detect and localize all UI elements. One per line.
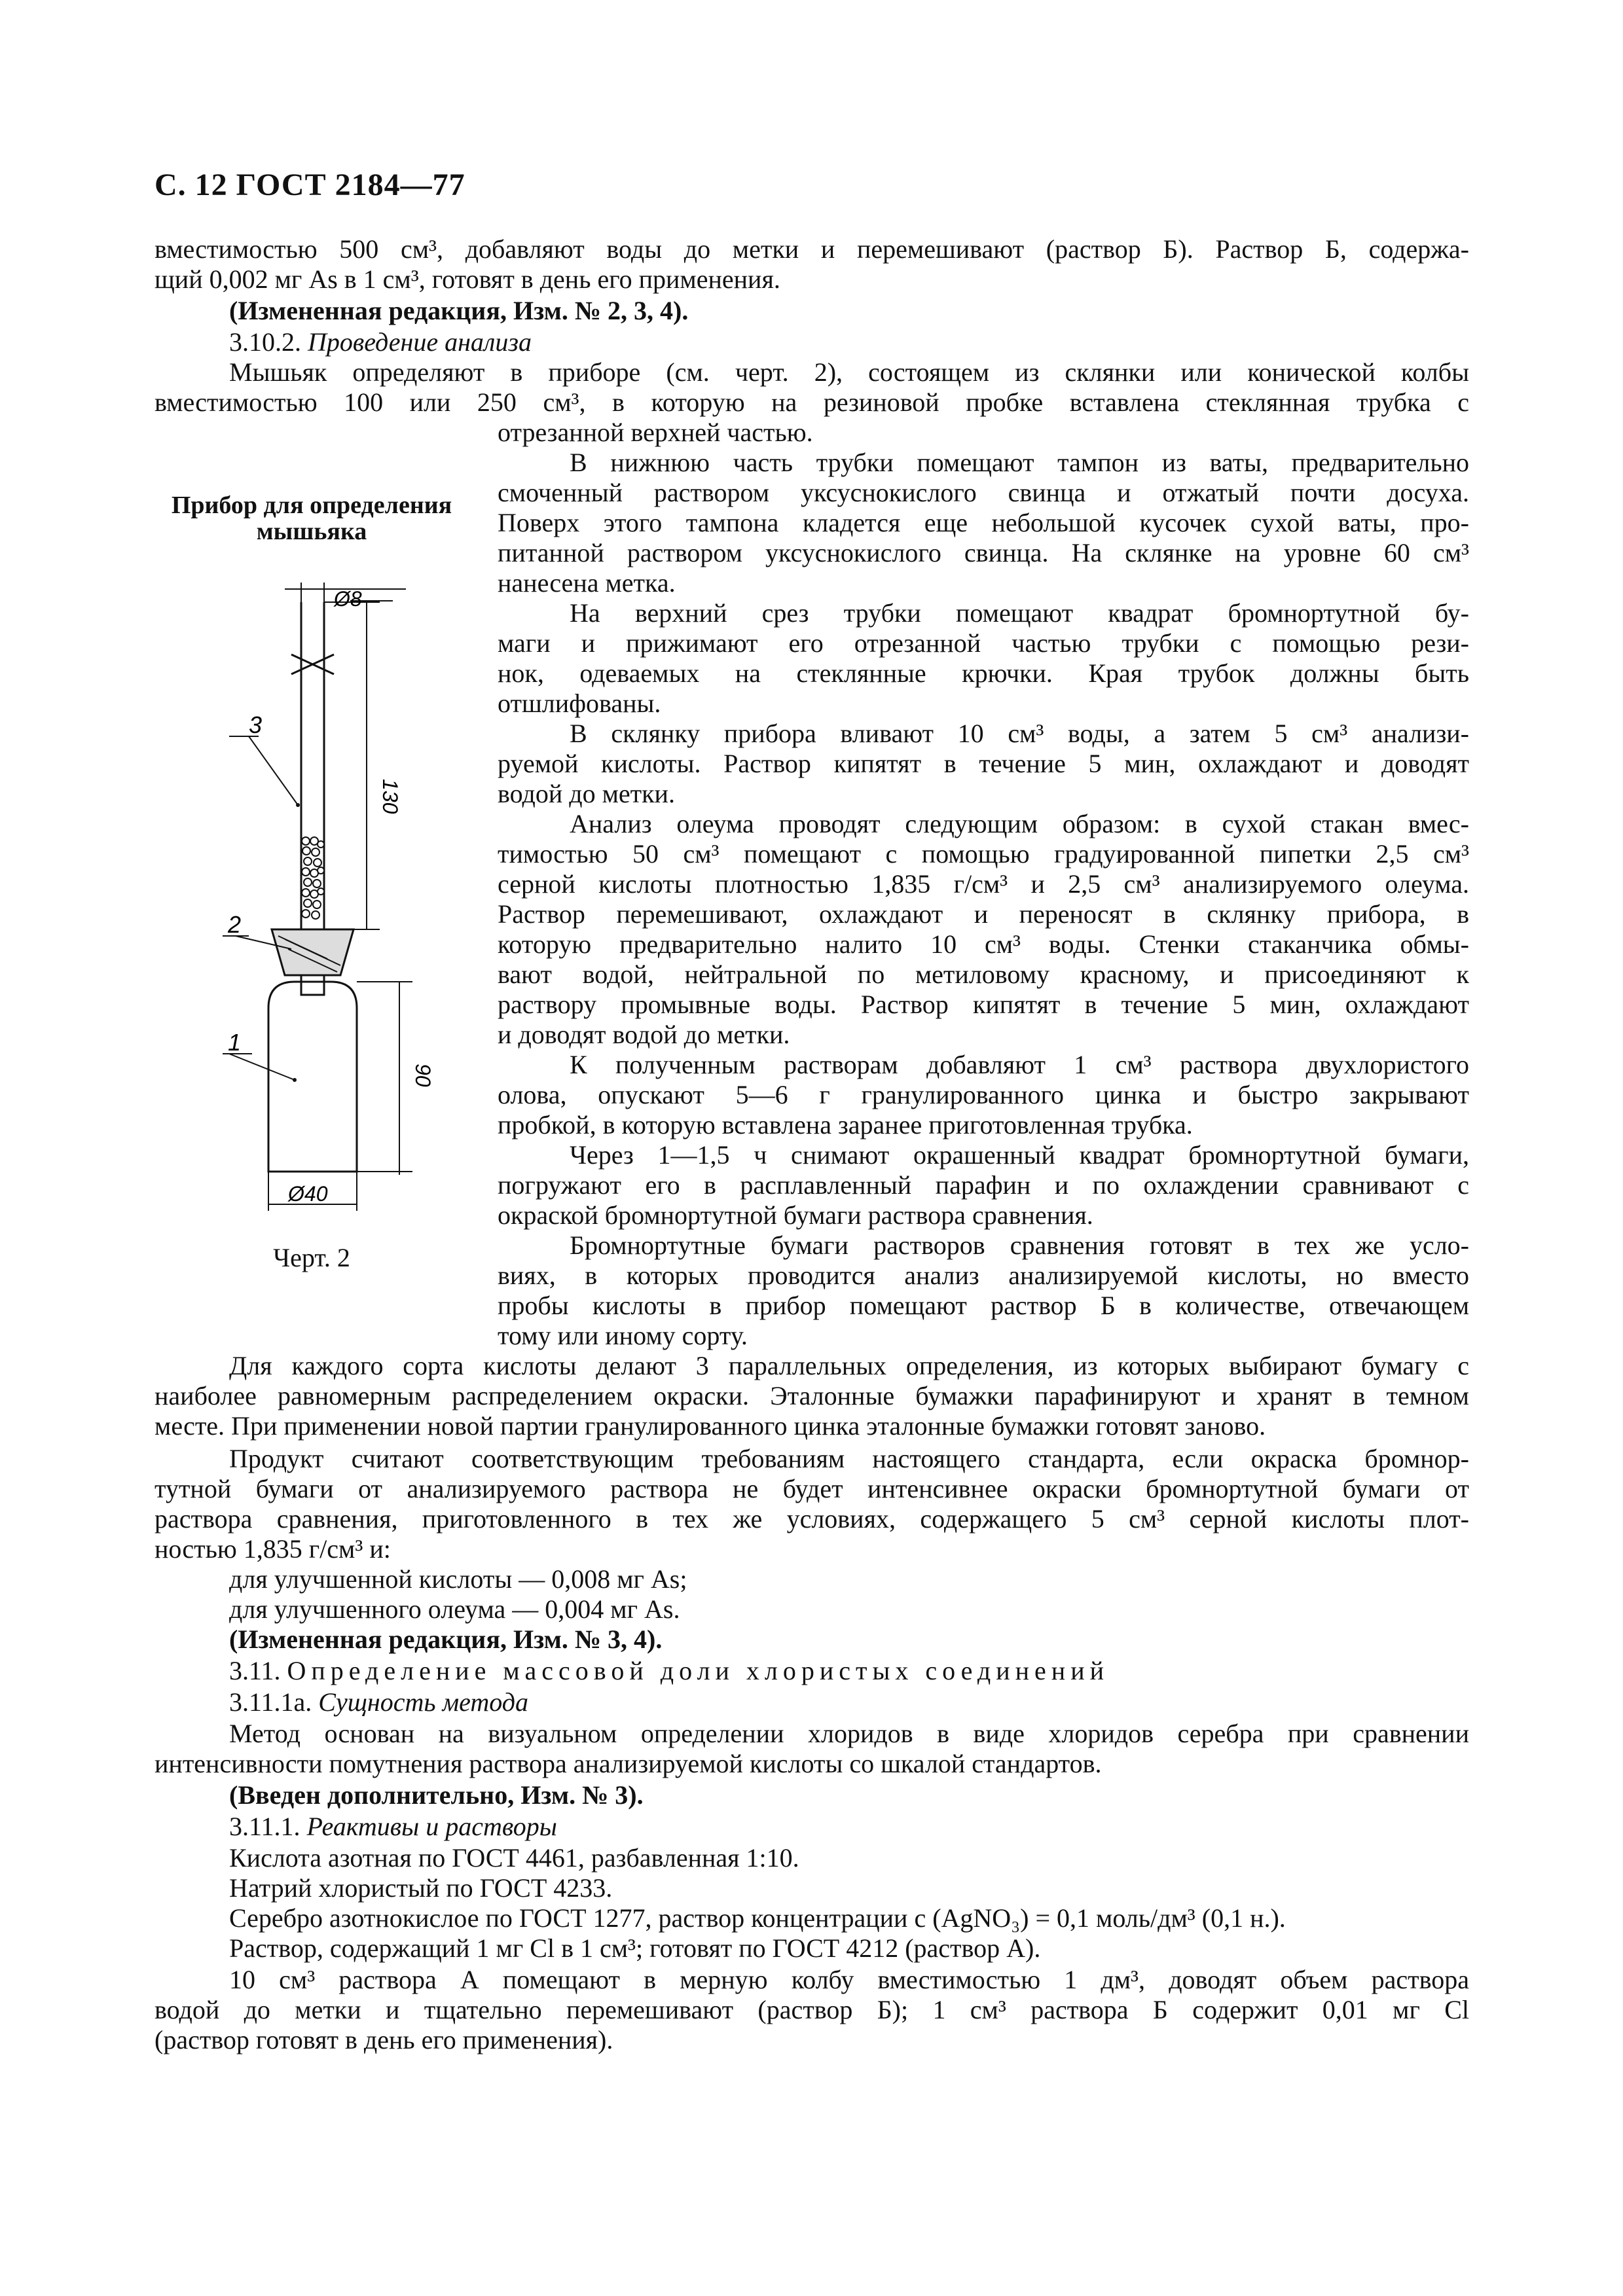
text-line: водой до метки. <box>498 779 675 808</box>
label-2: 2 <box>228 911 242 938</box>
text-line: раствора сравнения, приготовленного в тех же условиях, содержащего 5 см³ серной кислоты плот- <box>155 1504 1469 1534</box>
section-title: Проведение анализа <box>308 327 532 357</box>
text-line: тутной бумаги от анализируемого раствора не будет интенсивнее окраски бромнортутной бумаги от <box>155 1474 1469 1503</box>
text-line: которую предварительно налито 10 см³ воды. Стенки стаканчика обмы- <box>498 929 1469 959</box>
amendment-note: (Введен дополнительно, Изм. № 3). <box>229 1780 644 1810</box>
text-line: виях, в которых проводится анализ анализируемой кислоты, но вместо <box>498 1261 1469 1290</box>
text-line: К полученным растворам добавляют 1 см³ раствора двухлористого <box>570 1050 1469 1079</box>
text-line: Для каждого сорта кислоты делают 3 параллельных определения, из которых выбирают бумагу с <box>229 1351 1469 1380</box>
section-number: 3.11.1. <box>229 1812 301 1841</box>
figure-caption: Черт. 2 <box>273 1243 350 1272</box>
text-line: для улучшенной кислоты — 0,008 мг As; <box>229 1564 687 1594</box>
text-line: пробы кислоты в прибор помещают раствор Б в количестве, отвечающем <box>498 1291 1469 1320</box>
section-heading <box>229 327 1544 357</box>
figure-title: Прибор для определения мышьяка <box>171 492 452 545</box>
text-line: интенсивности помутнения раствора анализируемой кислоты со шкалой стандартов. <box>155 1749 1102 1778</box>
text-line: отрезанной верхней частью. <box>498 418 813 447</box>
amendment-note: (Измененная редакция, Изм. № 2, 3, 4). <box>229 296 689 325</box>
section-title: Сущность метода <box>318 1687 528 1717</box>
text-line: Бромнортутные бумаги растворов сравнения готовят в тех же усло- <box>570 1230 1469 1260</box>
text-line: питанной раствором уксуснокислого свинца. На склянке на уровне 60 см³ <box>498 538 1469 567</box>
amendment-note: (Измененная редакция, Изм. № 3, 4). <box>229 1624 663 1654</box>
section-number: 3.11. <box>229 1656 281 1685</box>
text-line: маги и прижимают его отрезанной частью трубки с помощью рези- <box>498 628 1469 658</box>
text-line: На верхний срез трубки помещают квадрат бромнортутной бу- <box>570 598 1469 628</box>
text-line: Метод основан на визуальном определении хлоридов в виде хлоридов серебра при сравнении <box>229 1719 1469 1748</box>
text-line: Анализ олеума проводят следующим образом: в сухой стакан вмес- <box>570 809 1469 838</box>
section-heading <box>229 1687 1544 1717</box>
text-line: В склянку прибора вливают 10 см³ воды, а затем 5 см³ анализи- <box>570 719 1469 748</box>
text-line: нанесена метка. <box>498 568 676 598</box>
section-title: Реактивы и растворы <box>306 1812 557 1841</box>
text-line: Раствор, содержащий 1 мг Cl в 1 см³; готовят по ГОСТ 4212 (раствор А). <box>229 1933 1041 1963</box>
text-line: водой до метки и тщательно перемешивают (раствор Б); 1 см³ раствора Б содержит 0,01 мг Cl <box>155 1995 1469 2024</box>
text-line: 10 см³ раствора А помещают в мерную колбу вместимостью 1 дм³, доводят объем раствора <box>229 1965 1469 1994</box>
page-header: С. 12 ГОСТ 2184—77 <box>155 168 465 202</box>
section-heading <box>229 1656 1544 1686</box>
text-line: отшлифованы. <box>498 689 661 718</box>
text-line: наиболее равномерным распределением окраски. Эталонные бумажки парафинируют и хранят в темном <box>155 1381 1469 1410</box>
section-heading <box>229 1812 1544 1842</box>
section-title: Определение массовой доли хлористых соединений <box>287 1656 1110 1685</box>
text-line: Натрий хлористый по ГОСТ 4233. <box>229 1873 613 1903</box>
text-line: Мышьяк определяют в приборе (см. черт. 2), состоящем из склянки или конической колбы <box>229 357 1469 387</box>
text-line: погружают его в расплавленный парафин и по охлаждении сравнивают с <box>498 1170 1469 1200</box>
text-line: пробкой, в которую вставлена заранее приготовленная трубка. <box>498 1110 1193 1139</box>
text-line: Кислота азотная по ГОСТ 4461, разбавленная 1:10. <box>229 1843 799 1873</box>
text-line: Серебро азотнокислое по ГОСТ 1277, раствор концентрации c (AgNO₃) = 0,1 моль/дм³ (0,1 н.). <box>229 1903 1286 1933</box>
text-line: Продукт считают соответствующим требованиям настоящего стандарта, если окраска бромнор- <box>229 1444 1469 1473</box>
text-line: (раствор готовят в день его применения). <box>155 2025 613 2054</box>
dim-flask-diameter: Ø40 <box>288 1182 328 1206</box>
text-line: Через 1—1,5 ч снимают окрашенный квадрат бромнортутной бумаги, <box>570 1140 1469 1170</box>
apparatus-drawing <box>196 583 471 1224</box>
dim-tube-length: 130 <box>378 779 402 814</box>
dim-tube-diameter: Ø8 <box>334 587 362 611</box>
text-line: для улучшенного олеума — 0,004 мг As. <box>229 1594 680 1624</box>
text-line: вместимостью 500 см³, добавляют воды до метки и перемешивают (раствор Б). Раствор Б, содержа- <box>155 234 1469 264</box>
section-number: 3.11.1а. <box>229 1687 312 1717</box>
text-line: окраской бромнортутной бумаги раствора сравнения. <box>498 1200 1093 1230</box>
text-line: щий 0,002 мг As в 1 см³, готовят в день его применения. <box>155 264 780 294</box>
text-line: вместимостью 100 или 250 см³, в которую на резиновой пробке вставлена стеклянная трубка с <box>155 387 1469 417</box>
text-line: В нижнюю часть трубки помещают тампон из ваты, предварительно <box>570 448 1469 477</box>
text-line: месте. При применении новой партии гранулированного цинка эталонные бумажки готовят заново. <box>155 1411 1266 1441</box>
text-line: олова, опускают 5—6 г гранулированного цинка и быстро закрывают <box>498 1080 1469 1109</box>
text-line: тому или иному сорту. <box>498 1321 748 1350</box>
text-line: ностью 1,835 г/см³ и: <box>155 1534 391 1564</box>
text-line: Раствор перемешивают, охлаждают и переносят в склянку прибора, в <box>498 899 1469 929</box>
section-number: 3.10.2. <box>229 327 301 357</box>
text-line: вают водой, нейтральной по метиловому красному, и присоединяют к <box>498 960 1469 989</box>
dim-flask-height: 90 <box>411 1064 435 1087</box>
text-line: и доводят водой до метки. <box>498 1020 790 1049</box>
text-line: смоченный раствором уксуснокислого свинца и отжатый почти досуха. <box>498 478 1469 507</box>
text-line: Поверх этого тампона кладется еще небольшой кусочек сухой ваты, про- <box>498 508 1469 537</box>
text-line: серной кислоты плотностью 1,835 г/см³ и 2,5 см³ анализируемого олеума. <box>498 869 1469 899</box>
text-line: нок, одеваемых на стеклянные крючки. Края трубок должны быть <box>498 658 1469 688</box>
text-line: тимостью 50 см³ помещают с помощью градуированной пипетки 2,5 см³ <box>498 839 1469 869</box>
text-line: руемой кислоты. Раствор кипятят в течение 5 мин, охлаждают и доводят <box>498 749 1469 778</box>
label-1: 1 <box>228 1029 242 1056</box>
text-line: раствору промывные воды. Раствор кипятят в течение 5 мин, охлаждают <box>498 990 1469 1019</box>
label-3: 3 <box>249 711 263 738</box>
